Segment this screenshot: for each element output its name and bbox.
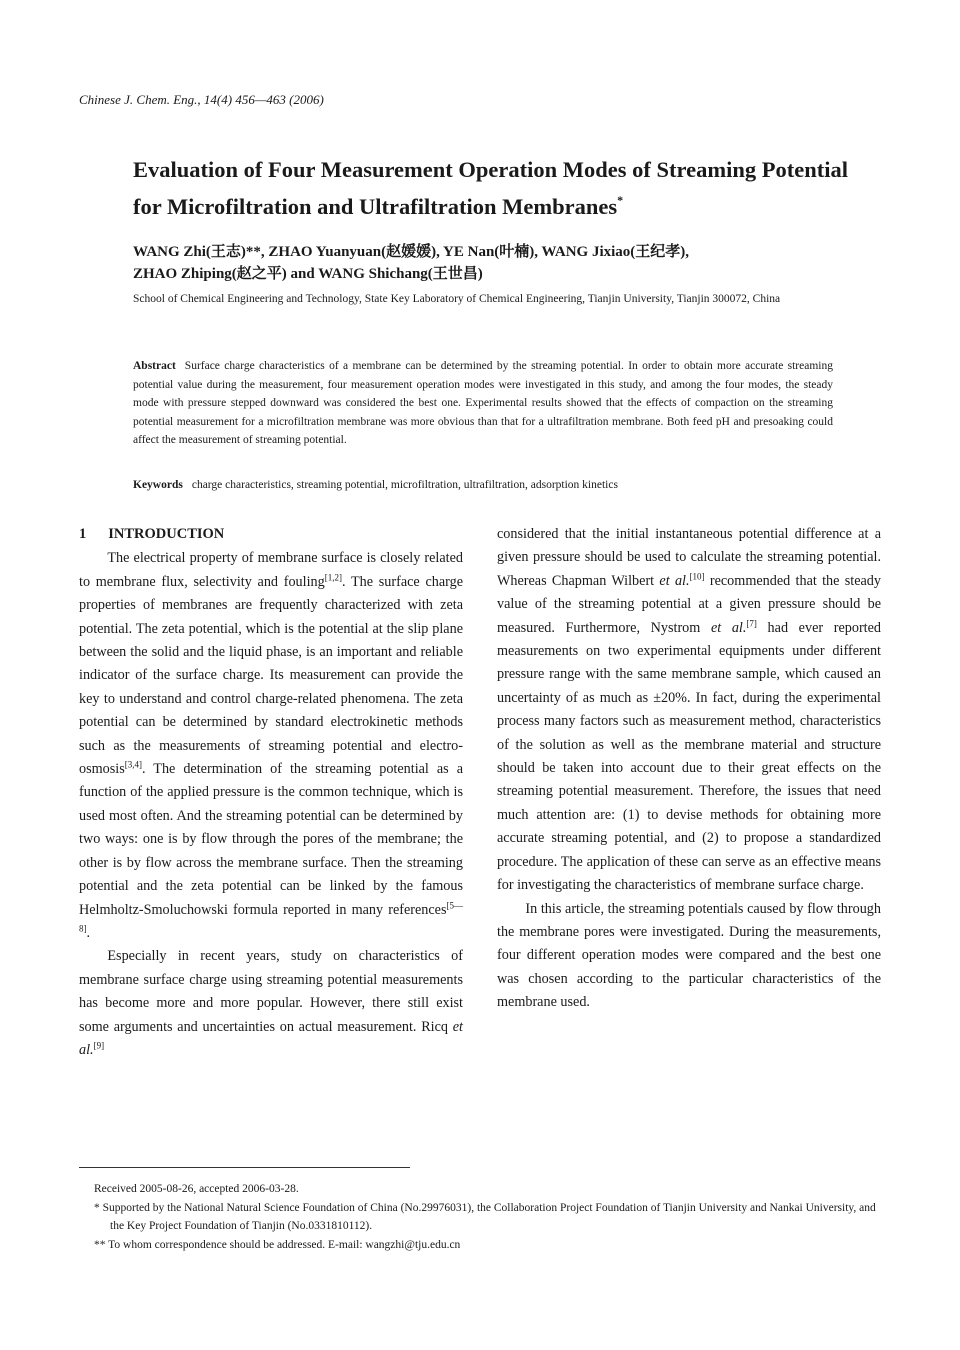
footnote-divider <box>79 1167 410 1168</box>
citation: [1,2] <box>324 572 342 583</box>
abstract-label: Abstract <box>133 360 176 372</box>
section-title: INTRODUCTION <box>108 526 225 542</box>
footnotes <box>94 1180 884 1254</box>
citation: [5—8] <box>79 899 463 934</box>
footnote-received: Received 2005-08-26, accepted 2006-03-28. <box>94 1183 299 1195</box>
text-run: The electrical property of membrane surface is closely related to membrane flux, selectivity and fouling <box>79 550 463 590</box>
footnote-correspondence: ** To whom correspondence should be addressed. E-mail: wangzhi@tju.edu.cn <box>94 1238 461 1251</box>
intro-paragraph-1 <box>79 547 463 945</box>
paper-title-text: Evaluation of Four Measurement Operation Modes of Streaming Potential for Microfiltration and Ultrafiltration Membranes <box>133 157 848 219</box>
intro-paragraph-3: In this article, the streaming potentials caused by flow through the membrane pores were investigated. During the measurements, four different operation modes were compared and the best one was chosen according to the particular characteristics of the membrane used. <box>497 900 881 1011</box>
citation: [3,4] <box>124 759 142 770</box>
et-al: et al. <box>659 572 690 589</box>
text-run: . The surface charge properties of membranes are frequently characterized with zeta potential. The zeta potential, which is the potential at the slip plane between the solid and the liquid phase, is an important and reliable indicator of the surface charge. Its measurement can provide the key to understand and control charge-related phenomena. The zeta potential can be determined by standard electrokinetic methods such as the measurements of streaming potential and electro-osmosis <box>79 573 463 778</box>
text-run: recommended that the steady value of the streaming potential at a given pressure should be measured. Furthermore, Nystrom <box>497 572 881 636</box>
citation: [7] <box>746 617 757 628</box>
abstract-text: Surface charge characteristics of a membrane can be determined by the streaming potential. In order to obtain more accurate streaming potential value during the measurement, four measurement operation modes were investigated in this study, and among the four modes, the steady mode with pressure stepped downward was considered the best one. Experimental results showed that the effects of compaction on the streaming potential measurement for a microfiltration membrane was more obvious than that for a ultrafiltration membrane. Both feed pH and presoaking could affect the measurement of streaming potential. <box>133 360 833 447</box>
keywords-text: charge characteristics, streaming potential, microfiltration, ultrafiltration, adsorption kinetics <box>191 479 618 491</box>
title-footnote-mark: * <box>617 193 624 207</box>
section-number: 1 <box>79 526 87 542</box>
keywords-label: Keywords <box>133 479 183 491</box>
text-run: had ever reported measurements on two experimental equipments under different pressure range with the same membrane sample, which caused an uncertainty of as much as ±20%. In fact, during the experimental process many factors such as measurement method, characteristics of the solution as well as the membrane material and structure should be taken into account due to their great effects on the streaming potential measurement. Therefore, the issues that need much attention are: (1) to devise methods for obtaining more accurate streaming potential, and (2) to propose a standardized procedure. The application of these can serve as an effective means for investigating the characteristics of membrane surface charge. <box>497 619 882 894</box>
journal-reference: Chinese J. Chem. Eng., 14(4) 456—463 (2006) <box>79 92 324 107</box>
abstract <box>133 357 833 450</box>
et-al: et al. <box>79 1018 463 1058</box>
text-run: . The determination of the streaming potential as a function of the applied pressure is the common technique, which is used most often. And the streaming potential can be determined by two ways: one is by flow through the pores of the membrane; the other is by flow across the membrane surface. Then the streaming potential and the zeta potential can be linked by the famous Helmholtz-Smoluchowski formula reported in many references <box>79 761 463 918</box>
affiliation: School of Chemical Engineering and Technology, State Key Laboratory of Chemical Engineering, Tianjin University, Tianjin 300072, China <box>133 293 781 305</box>
text-run: considered that the initial instantaneous potential difference at a given pressure should be used to calculate the streaming potential. Whereas Chapman Wilbert <box>497 526 881 589</box>
keywords <box>133 476 833 494</box>
text-run: Especially in recent years, study on characteristics of membrane surface charge using streaming potential measurements has become more and more popular. However, there still exist some arguments and uncertainties on actual measurement. Ricq <box>79 948 463 1035</box>
citation: [9] <box>93 1040 105 1051</box>
footnote-funding: * Supported by the National Natural Science Foundation of China (No.29976031), the Collaboration Project Foundation of Tianjin University and Nankai University, and the Key Project Foundation of Tianjin (No.0331810112). <box>94 1201 876 1232</box>
right-column <box>497 523 881 1015</box>
paper-title <box>133 154 873 222</box>
authors-line-1: WANG Zhi(王志)**, ZHAO Yuanyuan(赵媛媛), YE Nan(叶楠), WANG Jixiao(王纪孝), <box>133 244 690 260</box>
intro-paragraph-2-continued <box>497 523 881 898</box>
et-al: et al. <box>710 619 747 636</box>
intro-paragraph-2 <box>79 945 463 1062</box>
text-run: . <box>86 924 91 941</box>
author-list <box>133 241 833 285</box>
authors-line-2: ZHAO Zhiping(赵之平) and WANG Shichang(王世昌) <box>133 266 483 282</box>
left-column <box>79 523 463 1062</box>
citation: [10] <box>689 571 705 582</box>
section-heading <box>79 523 463 546</box>
